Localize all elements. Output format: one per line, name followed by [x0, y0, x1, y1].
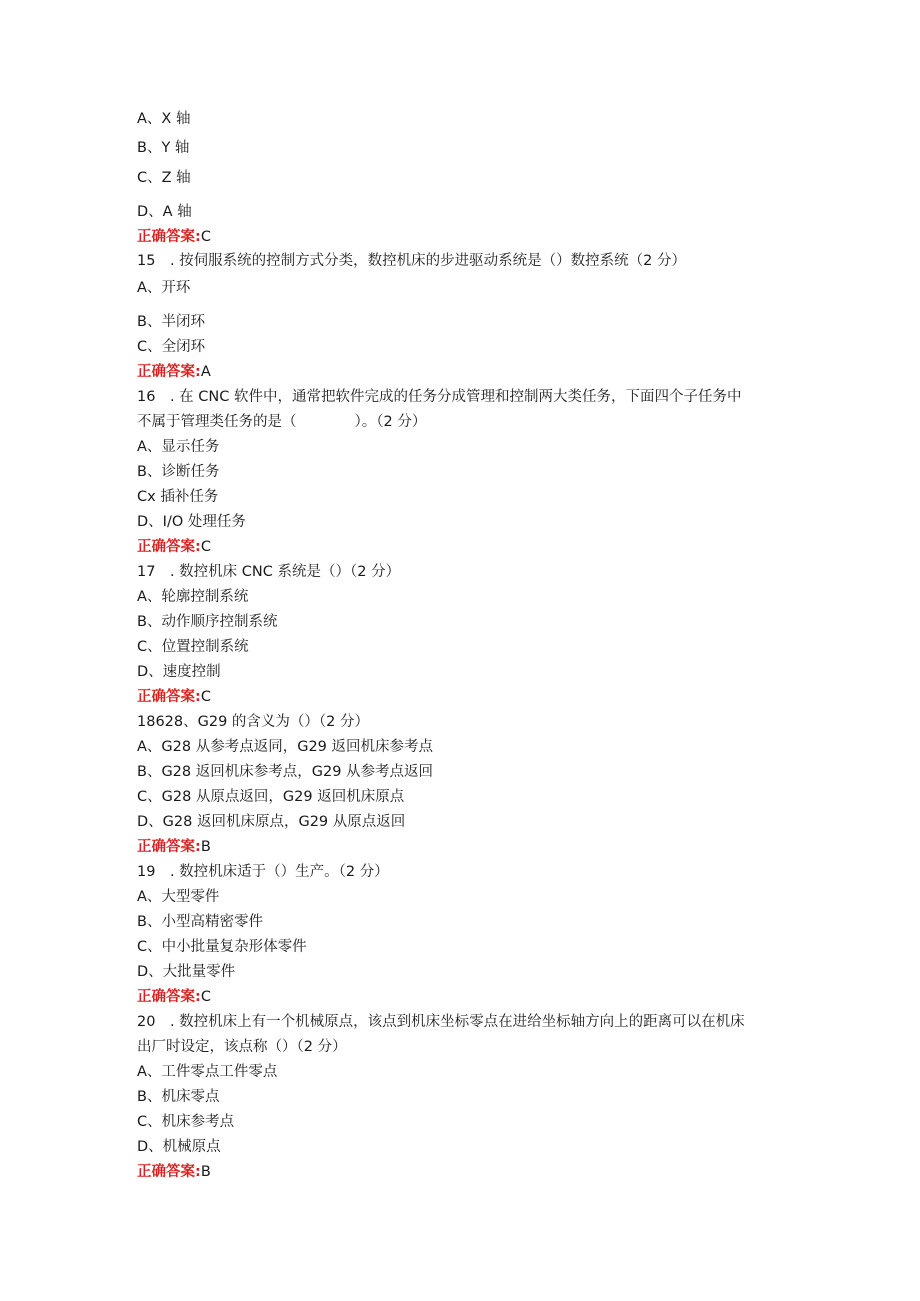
- answer-label: 正确答案:: [137, 689, 201, 705]
- q15-option-a: A、开环: [137, 280, 191, 296]
- q15-stem: 15 . 按伺服系统的控制方式分类，数控机床的步进驱动系统是（）数控系统（2 分）: [137, 253, 687, 269]
- q18-option-c: C、G28 从原点返回，G29 返回机床原点: [137, 789, 405, 805]
- q18-answer: [137, 838, 211, 856]
- answer-label: 正确答案:: [137, 229, 201, 245]
- answer-value: C: [200, 539, 211, 555]
- q16-stem-line1: 16 . 在 CNC 软件中，通常把软件完成的任务分成管理和控制两大类任务，下面四个子任务中: [137, 389, 742, 405]
- q16-option-a: A、显示任务: [137, 439, 220, 455]
- q14-option-d: D、A 轴: [137, 204, 192, 220]
- q17-option-c: C、位置控制系统: [137, 639, 249, 655]
- q20-option-d: D、机械原点: [137, 1139, 221, 1155]
- q16-option-b: B、诊断任务: [137, 464, 220, 480]
- q14-answer: [137, 228, 211, 246]
- answer-value: C: [200, 229, 211, 245]
- q20-stem-line2: 出厂时设定，该点称（）（2 分）: [137, 1039, 347, 1055]
- answer-value: B: [200, 1164, 211, 1180]
- q19-option-d: D、大批量零件: [137, 964, 236, 980]
- q20-answer: [137, 1163, 211, 1181]
- answer-value: C: [200, 989, 211, 1005]
- q18-stem: 18628、G29 的含义为（）（2 分）: [137, 714, 370, 730]
- q19-option-b: B、小型高精密零件: [137, 914, 263, 930]
- q18-option-d: D、G28 返回机床原点，G29 从原点返回: [137, 814, 406, 830]
- q19-answer: [137, 988, 211, 1006]
- q15-answer: [137, 363, 211, 381]
- answer-label: 正确答案:: [137, 539, 201, 555]
- q20-option-b: B、机床零点: [137, 1089, 220, 1105]
- q17-stem: 17 . 数控机床 CNC 系统是（）（2 分）: [137, 564, 401, 580]
- q18-option-a: A、G28 从参考点返同，G29 返回机床参考点: [137, 739, 434, 755]
- answer-value: C: [200, 689, 211, 705]
- q17-answer: [137, 688, 211, 706]
- q18-option-b: B、G28 返回机床参考点，G29 从参考点返回: [137, 764, 434, 780]
- q19-option-c: C、中小批量复杂形体零件: [137, 939, 307, 955]
- answer-label: 正确答案:: [137, 1164, 201, 1180]
- q20-stem-line1: 20 . 数控机床上有一个机械原点，该点到机床坐标零点在进给坐标轴方向上的距离可以在机床: [137, 1014, 745, 1030]
- q16-option-c: Cx 插补任务: [137, 489, 219, 505]
- q15-option-c: C、全闭环: [137, 339, 206, 355]
- q20-option-c: C、机床参考点: [137, 1114, 235, 1130]
- q16-stem-line2: 不属于管理类任务的是（ ）。（2 分）: [137, 414, 427, 430]
- q14-option-b: B、Y 轴: [137, 140, 190, 156]
- q15-option-b: B、半闭环: [137, 314, 205, 330]
- q17-option-a: A、轮廓控制系统: [137, 589, 249, 605]
- answer-value: A: [200, 364, 211, 380]
- q16-answer: [137, 538, 211, 556]
- q17-option-b: B、动作顺序控制系统: [137, 614, 278, 630]
- q17-option-d: D、速度控制: [137, 664, 221, 680]
- q20-option-a: A、工件零点工件零点: [137, 1064, 278, 1080]
- q19-option-a: A、大型零件: [137, 889, 220, 905]
- answer-label: 正确答案:: [137, 839, 201, 855]
- q14-option-c: C、Z 轴: [137, 170, 191, 186]
- answer-label: 正确答案:: [137, 364, 201, 380]
- q14-option-a: A、X 轴: [137, 111, 191, 127]
- answer-label: 正确答案:: [137, 989, 201, 1005]
- q19-stem: 19 . 数控机床适于（）生产。（2 分）: [137, 864, 389, 880]
- answer-value: B: [200, 839, 211, 855]
- q16-option-d: D、I/O 处理任务: [137, 514, 246, 530]
